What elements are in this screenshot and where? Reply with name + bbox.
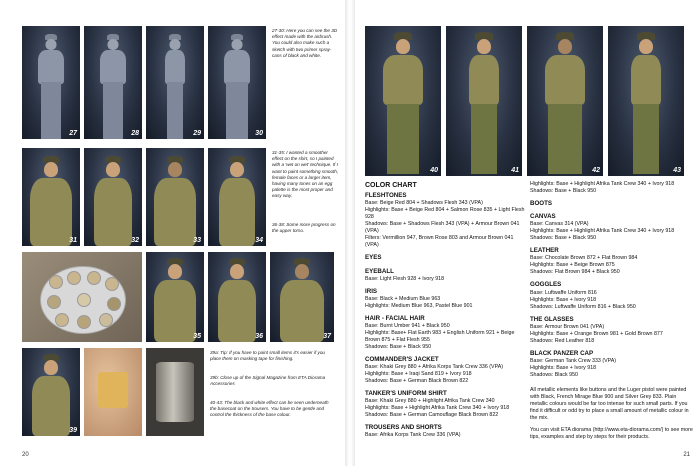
photo-43 <box>608 26 684 176</box>
eta-note: You can visit ETA diorama (http://www.eta-diorama.com/) to see more tips, examples and step by steps for their products. <box>530 426 693 440</box>
photo-35 <box>146 252 204 342</box>
metallic-note: All metallic elements like buttons and the Luger pistol were painted with Black, French Mirage Blue 900 and Silver Grey 833. Plain metallic colours would be far too intense for such small parts. If you find it difficult or odd try to place a small amount of metallic colour in the mix. <box>530 386 689 421</box>
photo-number: 43 <box>673 167 681 174</box>
photo-34 <box>208 148 266 246</box>
caption-39b: 39b: Close up of the Signal Magazine from ETA Diorama Accessories <box>210 375 326 387</box>
section-heading: TROUSERS AND SHORTS <box>365 424 442 432</box>
section-heading: LEATHER <box>530 247 559 255</box>
caption-40-43: 40-43: The black and white effect can be seen underneath the basecoat on the trousers. You have to be gentle and control the thickness of the base colour. <box>210 400 329 418</box>
color-line: Highlights: Base + Highlight Afrika Tank Crew 340 + Ivory 918 <box>530 228 675 235</box>
color-line: Base: Beige Red 804 + Shadows Flesh 343 (VPA) <box>365 200 483 207</box>
photo-39 <box>22 348 80 436</box>
color-line: Shadows: Base + Black 950 <box>530 235 597 242</box>
color-line: Highlights: Base + Ivory 918 <box>530 364 597 371</box>
color-line: Base: Canvas 314 (VPA) <box>530 221 589 228</box>
color-line: Base: Khaki Grey 880 + Afrika Korps Tank Crew 336 (VPA) <box>365 364 504 371</box>
color-line: Base: Armour Brown 041 (VPA) <box>530 323 605 330</box>
photo-number: 32 <box>131 237 139 244</box>
right-page <box>355 0 700 466</box>
color-line: Base: Light Flesh 928 + Ivory 918 <box>365 275 445 282</box>
color-line: Highlights: Base + Beige Brown 875 <box>530 262 615 269</box>
color-line: Shadows: Luftwaffe Uniform 816 + Black 950 <box>530 303 636 310</box>
photo-egg-palette <box>22 252 142 342</box>
photo-number: 35 <box>193 333 201 340</box>
color-line: Highlights: Base + Ivory 918 <box>530 296 597 303</box>
color-line: Base: Chocolate Brown 872 + Flat Brown 984 <box>530 255 638 262</box>
signal-magazine <box>98 372 128 408</box>
photo-number: 40 <box>430 167 438 174</box>
photo-number: 33 <box>193 237 201 244</box>
color-line: Shadows: Base + Black 950 <box>365 343 432 350</box>
section-heading: GOGGLES <box>530 281 562 289</box>
gutter <box>345 0 355 466</box>
photo-number: 41 <box>511 167 519 174</box>
color-line: Highlights: Medium Blue 963, Pastel Blue 901 <box>365 302 473 309</box>
section-heading: HAIR - FACIAL HAIR <box>365 314 425 322</box>
photo-31 <box>22 148 80 246</box>
section-heading: EYEBALL <box>365 267 394 275</box>
photo-number: 34 <box>255 237 263 244</box>
color-line: Highlights: Base + Highlight Afrika Tank Crew 340 + Ivory 918 <box>365 405 510 412</box>
caption-39a: 39a: Tip: If you have to paint small items it's easier if you place them on masking tape for finishing. <box>210 350 325 362</box>
photo-33 <box>146 148 204 246</box>
photo-number: 30 <box>255 130 263 137</box>
color-line: Highlights: Base + Beige Red 804 + Salmon Rose 835 + Light Flesh 928 <box>365 207 525 221</box>
caption-27-30: 27-30: Here you can see the 3D effect made with the airbrush. You could also make such a sketch with two primer spray-cans of black and white. <box>272 28 338 58</box>
color-line: Base: Luftwaffe Uniform 816 <box>530 289 597 296</box>
color-line: Base: Black + Medium Blue 963 <box>365 295 441 302</box>
photo-masking-tape <box>84 348 142 436</box>
photo-number: 31 <box>69 237 77 244</box>
section-heading: IRIS <box>365 287 378 295</box>
color-line: Shadows: Flat Brown 984 + Black 950 <box>530 269 620 276</box>
egg-palette <box>40 266 126 334</box>
color-line: Shadows: Base + German Camouflage Black Brown 822 <box>365 412 499 419</box>
section-heading: FLESHTONES <box>365 192 407 200</box>
photo-32 <box>84 148 142 246</box>
color-line: Highlights: Base+ Flat Earth 983 + English Uniform 921 + Beige Brown 875 + Flat Flesh 955 <box>365 330 515 343</box>
color-line: Shadows: Base + Black 950 <box>530 187 597 194</box>
color-line: Shadows: Base + Shadows Flesh 343 (VPA) + Armour Brown 041 (VPA) <box>365 221 520 235</box>
photo-number: 29 <box>193 130 201 137</box>
color-line: Base: Burnt Umber 941 + Black 950 <box>365 323 450 330</box>
color-chart-col1 <box>365 181 525 439</box>
color-chart-col2 <box>530 181 695 441</box>
photo-37 <box>270 252 334 342</box>
section-heading: COMMANDER'S JACKET <box>365 355 439 363</box>
photo-number: 37 <box>323 333 331 340</box>
photo-28 <box>84 26 142 139</box>
section-heading: BOOTS <box>530 199 553 207</box>
photo-number: 39 <box>69 427 77 434</box>
section-heading: EYES <box>365 254 382 262</box>
photo-29 <box>146 26 204 139</box>
photo-40 <box>365 26 441 176</box>
color-line: Shadows: Black 950 <box>530 371 578 378</box>
photo-number: 28 <box>131 130 139 137</box>
photo-number: 42 <box>592 167 600 174</box>
color-line: Base: Khaki Grey 880 + Highlight Afrika Tank Crew 340 <box>365 398 495 405</box>
page-number-right: 21 <box>683 452 690 458</box>
chart-title: COLOR CHART <box>365 182 417 189</box>
caption-36-38: 36-38: Some more progress on the upper torso. <box>272 222 336 234</box>
color-line: Filters: Vermillion 947, Brown Rose 803 and Armour Brown 041 (VPA) <box>365 235 514 249</box>
photo-41 <box>446 26 522 176</box>
photo-42 <box>527 26 603 176</box>
caption-31-35: 31-35: I wanted a smoother effect on the shirt, so I painted with a 'wet on wet' technique. If I want to paint something smooth, female faces or a larger item, having many tones on an egg palette is the most proper and easy way. <box>272 150 339 199</box>
section-heading: THE GLASSES <box>530 315 574 323</box>
section-heading: BLACK PANZER CAP <box>530 349 594 357</box>
photo-cylinder <box>146 348 204 436</box>
photo-30 <box>208 26 266 139</box>
color-line: Base: German Tank Crew 333 (VPA) <box>530 357 617 364</box>
color-line: Shadows: Base + German Black Brown 822 <box>365 378 469 385</box>
color-line: Highlights: Base + Iraqi Sand 819 + Ivory 918 <box>365 371 472 378</box>
photo-number: 36 <box>255 333 263 340</box>
color-line: Shadows: Red Leather 818 <box>530 337 595 344</box>
photo-27 <box>22 26 80 139</box>
section-heading: TANKER'S UNIFORM SHIRT <box>365 390 447 398</box>
photo-36 <box>208 252 266 342</box>
page-number-left: 20 <box>22 452 29 458</box>
section-heading: CANVAS <box>530 213 556 221</box>
photo-number: 27 <box>69 130 77 137</box>
color-line: Highlights: Base + Orange Brown 981 + Gold Brown 877 <box>530 330 663 337</box>
color-line: Base: Afrika Korps Tank Crew 336 (VPA) <box>365 432 461 439</box>
left-page <box>0 0 345 466</box>
color-line: Highlights: Base + Highlight Afrika Tank Crew 340 + Ivory 918 <box>530 181 675 187</box>
